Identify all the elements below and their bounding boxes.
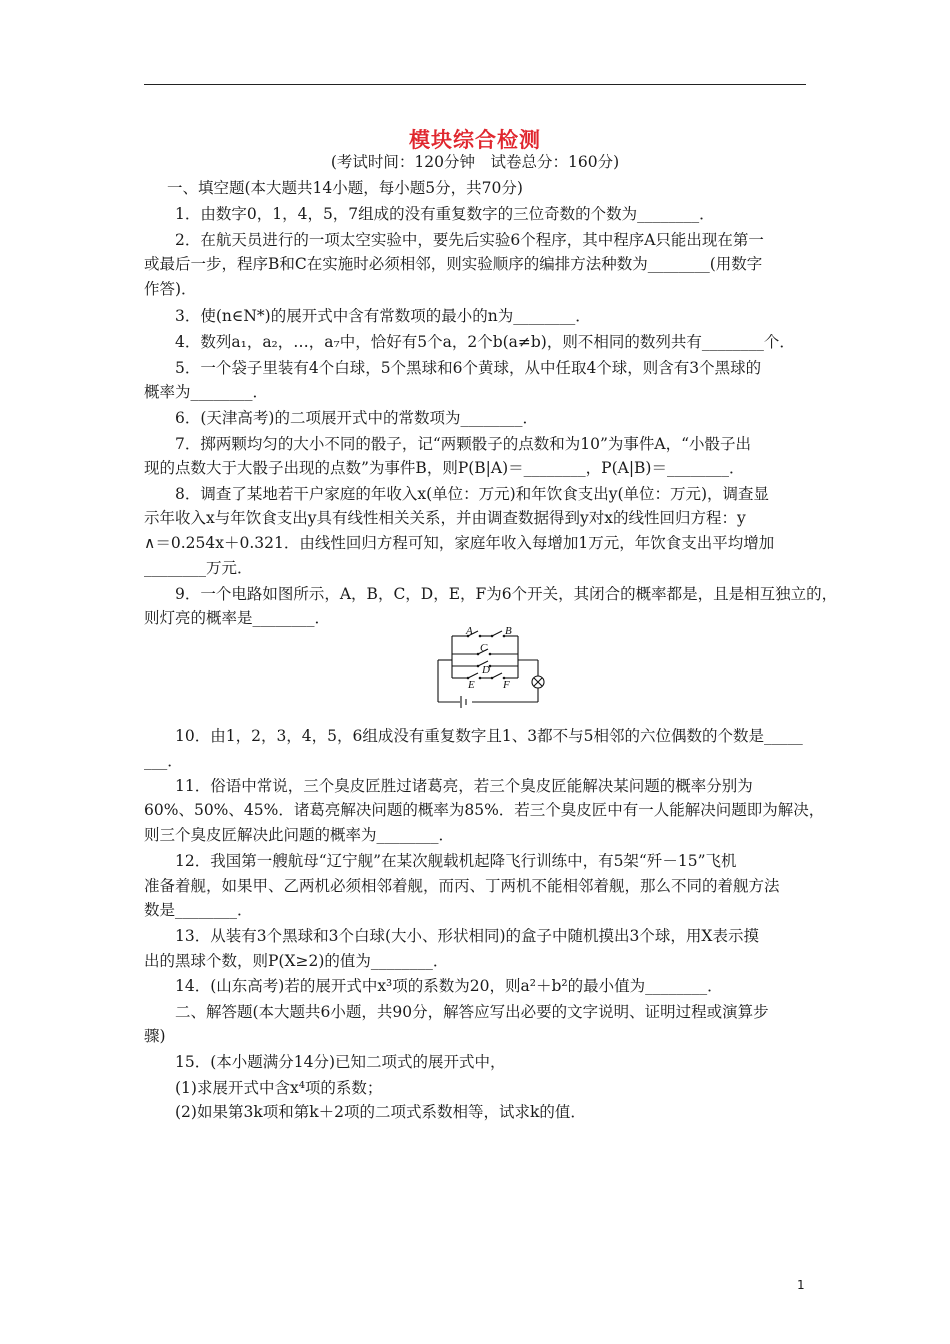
question-line: (2)如果第3k项和第k＋2项的二项式系数相等，试求k的值．	[175, 1103, 586, 1121]
question-line: (1)求展开式中含x⁴项的系数；	[175, 1079, 383, 1097]
question-line: 14．(山东高考)若的展开式中x³项的系数为20，则a²＋b²的最小值为________．	[175, 977, 723, 995]
question-line: 出的黑球个数，则P(X≥2)的值为________．	[144, 952, 449, 970]
switch-label-a: A	[466, 626, 473, 637]
exam-info: (考试时间：120分钟 试卷总分：160分)	[330, 153, 620, 171]
section1-heading: 一、填空题(本大题共14小题，每小题5分，共70分)	[167, 179, 523, 197]
question-line: 9．一个电路如图所示，A，B，C，D，E，F为6个开关，其闭合的概率都是，且是相互独立的，	[175, 585, 838, 603]
switch-label-d: D	[482, 664, 490, 676]
question-line: 10．由1，2，3，4，5，6组成没有重复数字且1、3都不与5相邻的六位偶数的个数是_____	[175, 727, 803, 745]
question-line: 15．(本小题满分14分)已知二项式的展开式中，	[175, 1053, 506, 1071]
question-line: 1．由数字0，1，4，5，7组成的没有重复数字的三位奇数的个数为________．	[175, 205, 715, 223]
question-line: 现的点数大于大骰子出现的点数”为事件B，则P(B|A)＝________，P(A|B)＝________．	[144, 459, 745, 477]
question-line: 6．(天津高考)的二项展开式中的常数项为________．	[175, 409, 538, 427]
question-line: ________万元．	[144, 559, 253, 577]
question-line: 11．俗语中常说，三个臭皮匠胜过诸葛亮，若三个臭皮匠能解决某问题的概率分别为	[175, 777, 753, 795]
question-line: 13．从装有3个黑球和3个白球(大小、形状相同)的盒子中随机摸出3个球，用X表示摸	[175, 927, 759, 945]
question-line: 或最后一步，程序B和C在实施时必须相邻，则实验顺序的编排方法种数为________(用数字	[144, 255, 763, 273]
question-line: 60%、50%、45%．诸葛亮解决问题的概率为85%．若三个臭皮匠中有一人能解决问题即为解决，	[144, 801, 825, 819]
page-number: 1	[797, 1278, 805, 1292]
question-line: 示年收入x与年饮食支出y具有线性相关关系，并由调查数据得到y对x的线性回归方程：y	[144, 509, 746, 527]
question-line: 则三个臭皮匠解决此问题的概率为________．	[144, 826, 455, 844]
question-line: 作答)．	[144, 280, 197, 298]
question-line: 8．调查了某地若干户家庭的年收入x(单位：万元)和年饮食支出y(单位：万元)，调查显	[175, 485, 770, 503]
circuit-diagram	[430, 626, 548, 710]
switch-label-c: C	[480, 642, 488, 654]
switch-label-e: E	[468, 679, 475, 691]
page-title: 模块综合检测	[409, 128, 541, 152]
switch-label-b: B	[505, 626, 512, 637]
question-line: ___．	[144, 752, 183, 770]
question-line: 数是________．	[144, 901, 253, 919]
question-line: 5．一个袋子里装有4个白球，5个黑球和6个黄球，从中任取4个球，则含有3个黑球的	[175, 359, 762, 377]
question-line: 4．数列a₁，a₂，…，a₇中，恰好有5个a，2个b(a≠b)，则不相同的数列共有________个．	[175, 333, 795, 351]
question-line: 则灯亮的概率是________．	[144, 609, 331, 627]
question-line: 概率为________．	[144, 383, 269, 401]
question-line: 准备着舰，如果甲、乙两机必须相邻着舰，而丙、丁两机不能相邻着舰，那么不同的着舰方法	[144, 877, 780, 895]
question-line: 7．掷两颗均匀的大小不同的骰子，记“两颗骰子的点数和为10”为事件A，“小骰子出	[175, 435, 752, 453]
question-line: ∧＝0.254x＋0.321．由线性回归方程可知，家庭年收入每增加1万元，年饮食支出平均增加	[144, 534, 775, 552]
question-line: 12．我国第一艘航母“辽宁舰”在某次舰载机起降飞行训练中，有5架“歼－15”飞机	[175, 852, 737, 870]
switch-label-f: F	[503, 679, 510, 691]
question-line: 骤)	[144, 1027, 166, 1045]
header-rule	[144, 84, 806, 85]
question-line: 2．在航天员进行的一项太空实验中，要先后实验6个程序，其中程序A只能出现在第一	[175, 231, 764, 249]
section2-heading: 二、解答题(本大题共6小题，共90分，解答应写出必要的文字说明、证明过程或演算步	[175, 1003, 769, 1021]
question-line: 3．使(n∈N*)的展开式中含有常数项的最小的n为________．	[175, 307, 591, 325]
